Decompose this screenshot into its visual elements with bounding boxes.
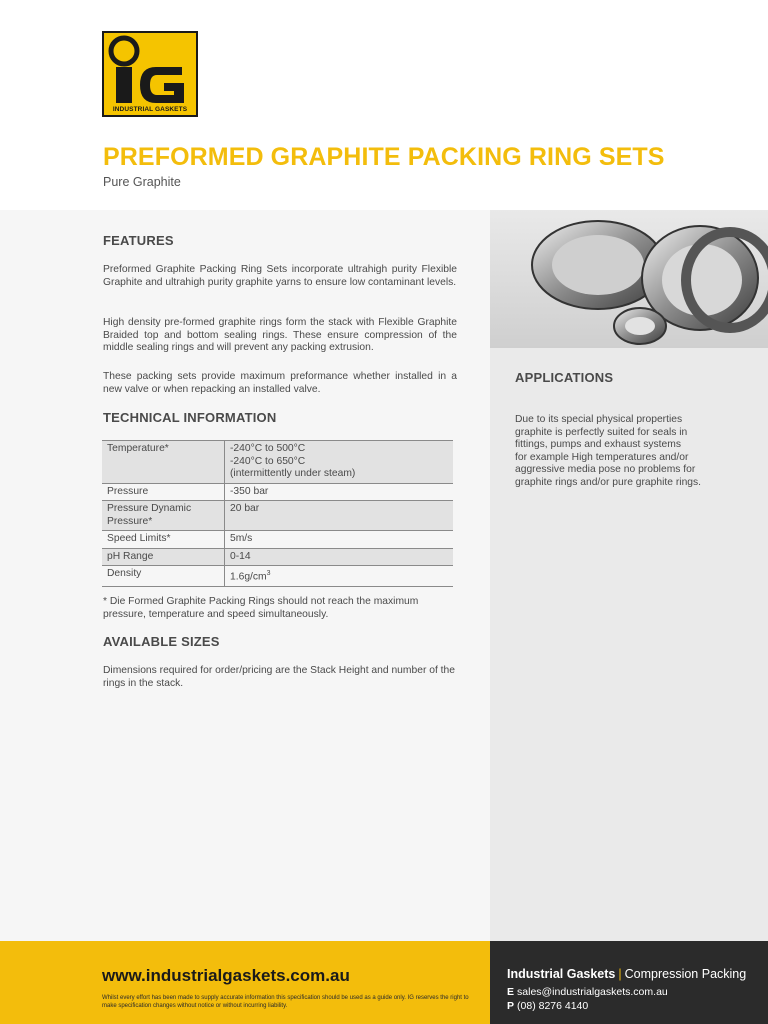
phone-line (507, 1000, 588, 1012)
technical-footnote: * Die Formed Graphite Packing Rings should not reach the maximum pressure, temperature and speed simultaneously. (103, 596, 419, 620)
technical-table (102, 440, 453, 587)
row-value (225, 566, 454, 587)
table-row (102, 566, 453, 587)
density-exponent: 3 (266, 570, 271, 577)
sizes-heading: AVAILABLE SIZES (103, 634, 220, 649)
applications-heading: APPLICATIONS (515, 370, 614, 385)
row-label: Speed Limits* (102, 531, 225, 549)
disclaimer-text: Whilst every effort has been made to supply accurate information this specification should be used as a guide only. IG reserves the right to make specification changes without notice or without incurring liability. (102, 995, 469, 1009)
page-subtitle: Pure Graphite (103, 175, 181, 189)
value-line: -240°C to 650°C (230, 455, 306, 467)
table-row (102, 548, 453, 566)
row-value (225, 441, 454, 484)
row-value: 5m/s (225, 531, 454, 549)
row-label: Temperature* (102, 441, 225, 484)
phone-label: P (507, 1000, 515, 1012)
applications-line: Due to its special physical properties (515, 414, 683, 425)
row-value: -350 bar (225, 483, 454, 501)
ig-logo-mark (104, 33, 196, 115)
sizes-text: Dimensions required for order/pricing are the Stack Height and number of the rings in the stack. (103, 665, 455, 689)
phone-number[interactable]: (08) 8276 4140 (517, 1000, 589, 1012)
brand-separator: | (618, 967, 622, 981)
row-label: Pressure (102, 483, 225, 501)
page-title: PREFORMED GRAPHITE PACKING RING SETS (103, 143, 665, 171)
row-value: 0-14 (225, 548, 454, 566)
table-row (102, 501, 453, 531)
row-label: Pressure Dynamic Pressure* (102, 501, 225, 531)
brand-line (507, 967, 746, 981)
email-link[interactable]: sales@industrialgaskets.com.au (517, 986, 668, 998)
row-label: pH Range (102, 548, 225, 566)
value-line: -240°C to 500°C (230, 443, 306, 454)
features-heading: FEATURES (103, 233, 174, 248)
applications-line: graphite is perfectly suited for seals in (515, 426, 688, 438)
footer (0, 941, 768, 1024)
technical-heading: TECHNICAL INFORMATION (103, 410, 277, 425)
features-paragraph-2: High density pre-formed graphite rings form the stack with Flexible Graphite Braided top and bottom sealing rings. These ensure compression of the middle sealing rings and will prevent any packing extrusion. (103, 317, 457, 353)
features-paragraph-1: Preformed Graphite Packing Ring Sets incorporate ultrahigh purity Flexible Graphite and ultrahigh purity graphite yarns to ensure low contaminant levels. (103, 264, 457, 288)
ig-logo (102, 31, 198, 117)
packing-rings-photo (490, 210, 768, 348)
email-label: E (507, 986, 515, 998)
header-area (0, 0, 768, 210)
footer-left (0, 941, 490, 1024)
brand-category: Compression Packing (624, 967, 747, 981)
email-line (507, 986, 668, 998)
table-row (102, 531, 453, 549)
website-link[interactable]: www.industrialgaskets.com.au (102, 966, 350, 985)
row-label: Density (102, 566, 225, 587)
table-row (102, 441, 453, 484)
logo-caption: INDUSTRIAL GASKETS (112, 106, 188, 113)
value-line: (intermittently under steam) (230, 468, 356, 479)
brand-name: Industrial Gaskets (507, 967, 616, 981)
features-paragraph-3: These packing sets provide maximum preformance whether installed in a new valve or when repacking an installed valve. (103, 371, 457, 395)
graphite-rings-illustration (490, 210, 768, 348)
applications-line: for example High temperatures and/or (515, 451, 689, 463)
table-row (102, 483, 453, 501)
applications-line: aggressive media pose no problems for (515, 464, 696, 475)
row-value: 20 bar (225, 501, 454, 531)
footer-right (490, 941, 768, 1024)
applications-line: fittings, pumps and exhaust systems (515, 439, 681, 450)
density-value: 1.6g/cm (230, 571, 267, 583)
applications-text (515, 414, 755, 489)
applications-line: graphite rings and/or pure graphite rings. (515, 476, 702, 488)
